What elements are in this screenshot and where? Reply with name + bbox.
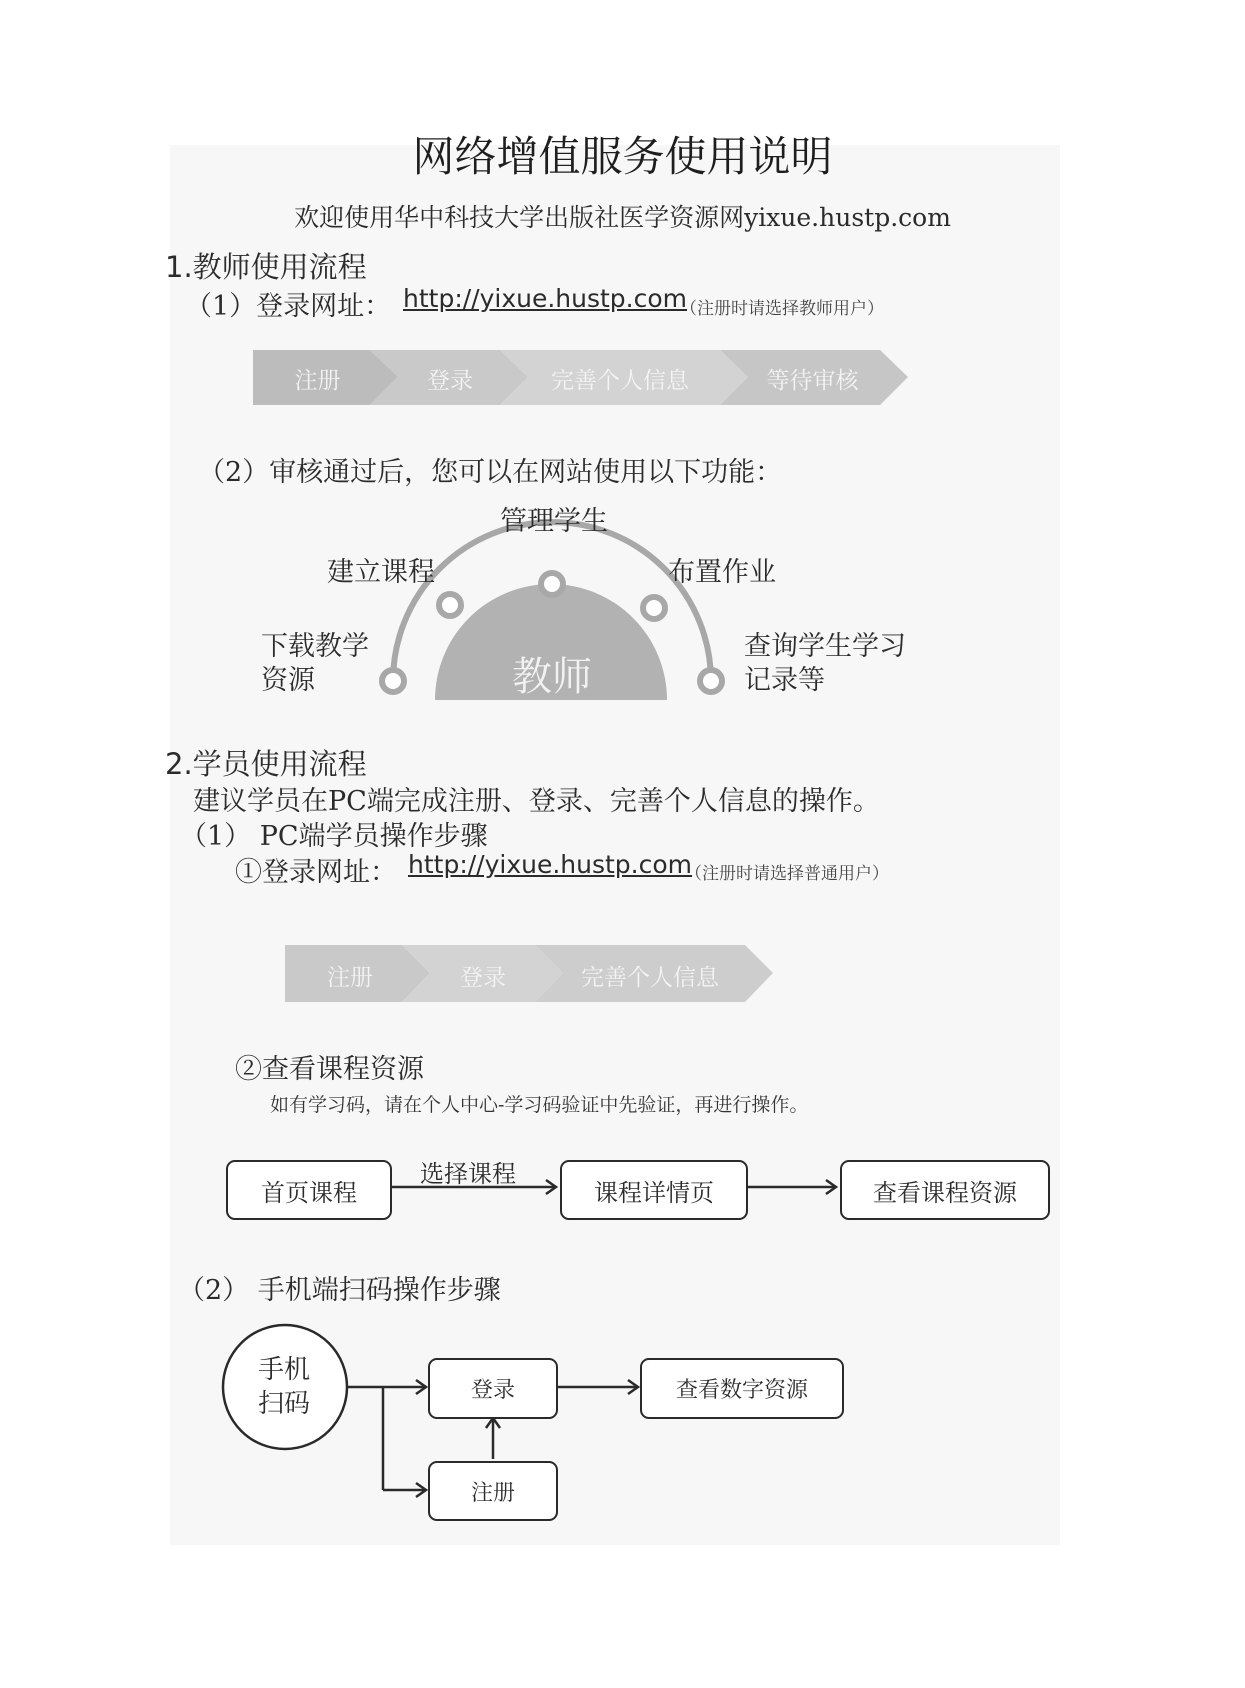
student-step1-prefix: ①登录网址： <box>235 857 397 888</box>
function-lower-right-line1: 查询学生学习 <box>744 631 906 662</box>
teacher-url-link[interactable]: http://yixue.hustp.com <box>403 284 688 313</box>
student-pc-heading: （1） PC端学员操作步骤 <box>180 821 488 852</box>
mobile-scan-line1: 手机 <box>258 1355 311 1385</box>
function-upper-right: 布置作业 <box>668 557 776 588</box>
function-lower-left-line1: 下载教学 <box>261 631 369 662</box>
teacher-step2: （2）审核通过后，您可以在网站使用以下功能： <box>198 457 783 488</box>
function-lower-left-line2: 资源 <box>261 665 315 696</box>
teacher-url-note: （注册时请选择教师用户） <box>680 299 884 319</box>
mobile-login-label: 登录 <box>470 1378 515 1403</box>
mobile-register-label: 注册 <box>470 1480 515 1506</box>
course-flow-arrow-label: 选择课程 <box>420 1160 516 1188</box>
student-heading: 2.学员使用流程 <box>165 747 367 781</box>
mobile-view-label: 查看数字资源 <box>675 1378 808 1403</box>
student-step2: ②查看课程资源 <box>235 1054 424 1085</box>
course-flow-view-label: 查看课程资源 <box>873 1178 1017 1207</box>
mobile-login-box <box>428 1358 558 1419</box>
function-top: 管理学生 <box>500 506 608 537</box>
teacher-center-label: 教师 <box>512 654 592 700</box>
teacher-flow-step-4: 等待审核 <box>766 368 859 394</box>
function-upper-left: 建立课程 <box>327 557 435 588</box>
student-flow-step-2: 登录 <box>460 965 506 991</box>
student-url-link[interactable]: http://yixue.hustp.com <box>408 850 693 879</box>
student-step2-note: 如有学习码，请在个人中心-学习码验证中先验证，再进行操作。 <box>270 1094 809 1116</box>
function-lower-right-line2: 记录等 <box>744 665 825 696</box>
teacher-step1-prefix: （1）登录网址： <box>185 291 392 322</box>
course-flow-home-label: 首页课程 <box>261 1178 357 1207</box>
mobile-scan-line2: 扫码 <box>258 1389 311 1419</box>
mobile-register-box <box>428 1461 558 1521</box>
student-flow-step-3: 完善个人信息 <box>581 965 719 991</box>
teacher-heading: 1.教师使用流程 <box>165 250 367 284</box>
student-intro: 建议学员在PC端完成注册、登录、完善个人信息的操作。 <box>193 786 880 817</box>
student-mobile-heading: （2） 手机端扫码操作步骤 <box>178 1275 501 1306</box>
teacher-flow-step-3: 完善个人信息 <box>551 368 689 394</box>
mobile-view-box <box>640 1358 844 1419</box>
student-url-note: （注册时请选择普通用户） <box>685 864 889 884</box>
course-flow-detail-label: 课程详情页 <box>594 1178 714 1207</box>
page-subtitle: 欢迎使用华中科技大学出版社医学资源网yixue.hustp.com <box>294 203 951 232</box>
teacher-flow-step-2: 登录 <box>427 368 473 394</box>
teacher-flow-step-1: 注册 <box>294 368 341 394</box>
page-title: 网络增值服务使用说明 <box>412 132 833 181</box>
student-flow-step-1: 注册 <box>327 965 373 991</box>
